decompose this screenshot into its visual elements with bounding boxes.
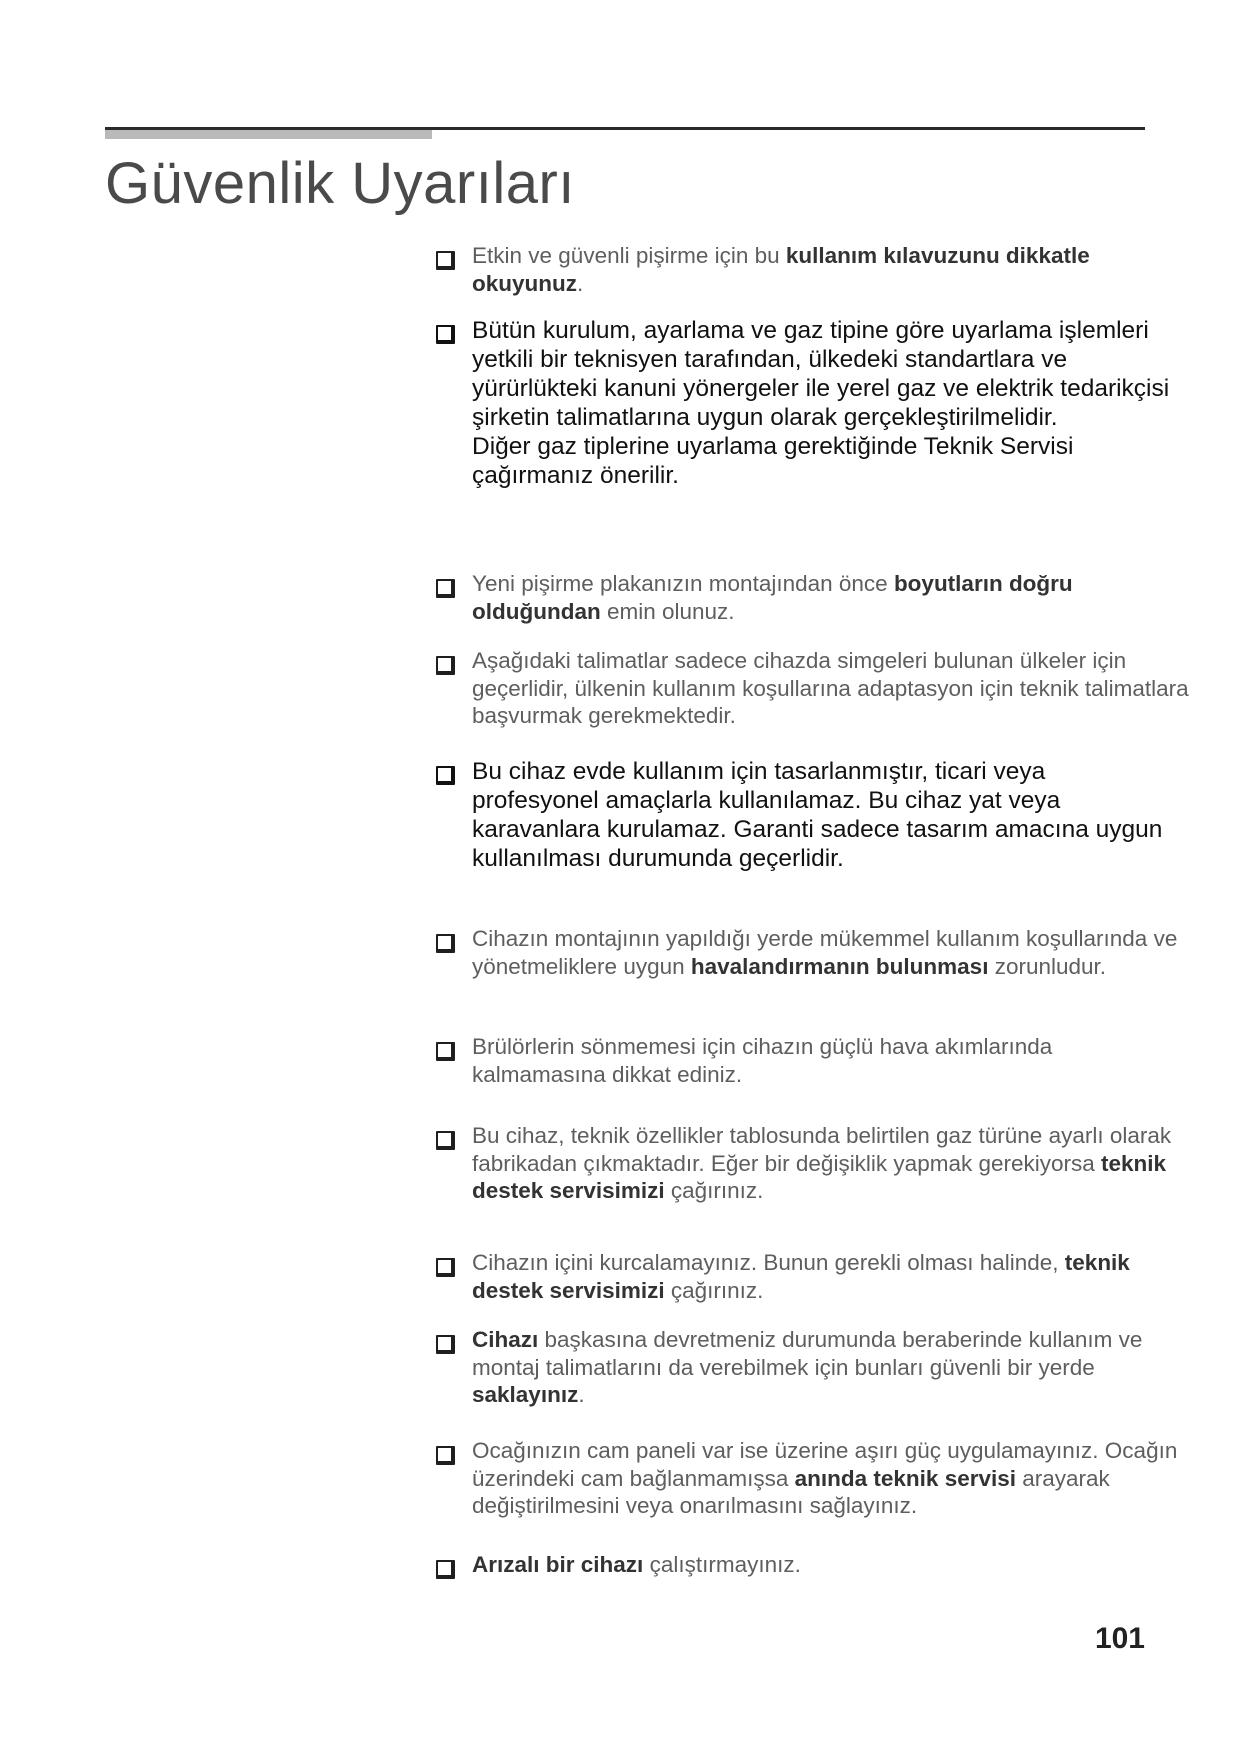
warning-item: [434, 1437, 1192, 1520]
warning-item: [434, 1551, 1192, 1579]
body-text: çağırınız.: [664, 1178, 764, 1203]
body-text: Bütün kurulum, ayarlama ve gaz tipine göre uyarlama işlemleri yetkili bir teknisyen tarafından, ülkedeki standartlara ve yürürlükteki kanuni yönergeler ile yerel gaz ve elektrik tedarikçisi şirketin talimatlarına uygun olarak gerçekleştirilmelidir.: [472, 317, 1170, 431]
emphasis-text: Cihazı: [472, 1327, 539, 1352]
warning-item: [434, 647, 1192, 730]
checkbox-bullet-icon: [436, 325, 455, 344]
warning-paragraph: [472, 647, 1192, 730]
body-text: Cihazın içini kurcalamayınız. Bunun gerekli olması halinde,: [472, 1250, 1065, 1275]
warning-text: [472, 925, 1192, 980]
checkbox-bullet-icon: [436, 656, 455, 675]
body-text: Bu cihaz, teknik özellikler tablosunda belirtilen gaz türüne ayarlı olarak fabrikadan çıkmaktadır. Eğer bir değişiklik yapmak gerekiyorsa: [472, 1123, 1172, 1176]
body-text: Ocağınızın cam paneli var ise üzerine aşırı güç uygulamayınız. Ocağın üzerindeki cam bağlanmamışsa: [472, 1438, 1178, 1491]
body-text: arayarak değiştirilmesini veya onarılmasını sağlayınız.: [472, 1465, 1110, 1518]
warning-text: [472, 316, 1172, 490]
warning-paragraph: [472, 1033, 1192, 1088]
warning-item: [434, 1249, 1192, 1304]
body-text: Yeni pişirme plakanızın montajından önce: [472, 571, 894, 596]
warning-text: [472, 570, 1192, 625]
page-title: Güvenlik Uyarıları: [105, 151, 575, 216]
warning-paragraph: [472, 1249, 1192, 1304]
checkbox-bullet-icon: [436, 1335, 455, 1354]
warning-paragraph: [472, 925, 1192, 980]
warning-item: [434, 1326, 1192, 1409]
body-text: başkasına devretmeniz durumunda beraberinde kullanım ve montaj talimatlarını da verebilmek için bunları güvenli bir yerde: [472, 1327, 1143, 1380]
checkbox-bullet-icon: [436, 934, 455, 953]
checkbox-bullet-icon: [436, 1042, 455, 1061]
warning-paragraph: [472, 570, 1192, 625]
warning-item: [434, 242, 1192, 297]
warning-item: [434, 1122, 1192, 1205]
warning-item: [434, 316, 1172, 490]
checkbox-bullet-icon: [436, 251, 455, 270]
header-accent-bar: [105, 130, 432, 139]
warning-paragraph: [472, 1326, 1192, 1409]
warning-text: [472, 1326, 1192, 1409]
checkbox-bullet-icon: [436, 579, 455, 598]
body-text: Diğer gaz tiplerine uyarlama gerektiğinde Teknik Servisi çağırmanız önerilir.: [472, 433, 1074, 489]
warning-item: [434, 1033, 1192, 1088]
emphasis-text: teknik destek servisimizi: [472, 1150, 1167, 1203]
emphasis-text: anında teknik servisi: [794, 1465, 1017, 1491]
body-text: .: [577, 270, 584, 296]
checkbox-bullet-icon: [436, 1131, 455, 1150]
warning-paragraph: [472, 757, 1172, 873]
warning-text: [472, 1437, 1192, 1520]
body-text: çağırınız.: [664, 1277, 764, 1303]
body-text: emin olunuz.: [600, 598, 735, 624]
body-text: zorunludur.: [988, 953, 1107, 979]
body-text: Aşağıdaki talimatlar sadece cihazda simgeleri bulunan ülkeler için geçerlidir, ülkenin kullanım koşullarına adaptasyon için teknik talimatlara başvurmak gerekmektedir.: [472, 648, 1189, 728]
warning-item: [434, 757, 1172, 873]
emphasis-text: kullanım kılavuzunu dikkatle okuyunuz: [472, 243, 1090, 296]
body-text: çalıştırmayınız.: [643, 1552, 801, 1577]
warning-text: [472, 757, 1172, 873]
warning-paragraph: [472, 432, 1172, 490]
page-number: 101: [1094, 1622, 1145, 1655]
warning-paragraph: [472, 316, 1172, 432]
warning-text: [472, 1033, 1192, 1088]
emphasis-text: teknik destek servisimizi: [472, 1250, 1130, 1303]
warning-item: [434, 925, 1192, 980]
body-text: .: [578, 1382, 585, 1407]
body-text: Cihazın montajının yapıldığı yerde mükemmel kullanım koşullarında ve yönetmeliklere uygun: [472, 926, 1178, 979]
emphasis-text: boyutların doğru olduğundan: [472, 571, 1073, 624]
checkbox-bullet-icon: [436, 1446, 455, 1465]
warning-paragraph: [472, 1122, 1192, 1205]
warning-text: [472, 1122, 1192, 1205]
warning-paragraph: [472, 242, 1192, 297]
warning-paragraph: [472, 1551, 1192, 1579]
warning-text: [472, 1249, 1192, 1304]
warning-text: [472, 242, 1192, 297]
body-text: Etkin ve güvenli pişirme için bu: [472, 243, 786, 268]
warning-text: [472, 647, 1192, 730]
warning-text: [472, 1551, 1192, 1579]
warning-paragraph: [472, 1437, 1192, 1520]
body-text: Bu cihaz evde kullanım için tasarlanmıştır, ticari veya profesyonel amaçlarla kullanılamaz. Bu cihaz yat veya karavanlara kurulamaz. Garanti sadece tasarım amacına uygun kullanılması durumunda geçerlidir.: [472, 758, 1163, 872]
checkbox-bullet-icon: [436, 1560, 455, 1579]
emphasis-text: Arızalı bir cihazı: [472, 1552, 644, 1577]
checkbox-bullet-icon: [436, 766, 455, 785]
emphasis-text: havalandırmanın bulunması: [690, 953, 989, 979]
checkbox-bullet-icon: [436, 1258, 455, 1277]
body-text: Brülörlerin sönmemesi için cihazın güçlü hava akımlarında kalmamasına dikkat ediniz.: [472, 1034, 1053, 1087]
emphasis-text: saklayınız: [472, 1382, 579, 1407]
warning-item: [434, 570, 1192, 625]
